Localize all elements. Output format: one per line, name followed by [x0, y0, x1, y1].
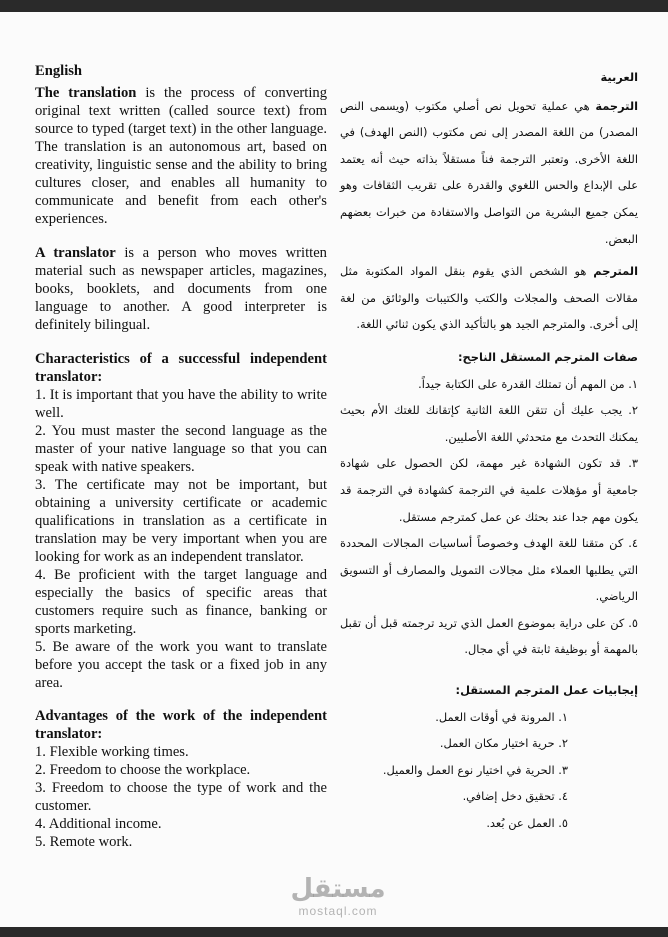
list-item: 2. You must master the second language as the master of your native language so that you can speak with native speakers.: [35, 423, 327, 475]
list-item: ٥. كن على دراية بموضوع العمل الذي تريد ترجمته قبل أن تقبل بالمهمة أو بوظيفة ثابتة في أي مجال.: [340, 615, 638, 657]
document-page: [0, 12, 668, 927]
list-item: ١. من المهم أن تمتلك القدرة على الكتابة جيداً.: [418, 376, 638, 391]
list-item: 3. Freedom to choose the type of work and the customer.: [35, 780, 327, 814]
term-translation-ar: الترجمة: [595, 98, 638, 113]
list-item: ٢. حرية اختيار مكان العمل.: [439, 736, 568, 751]
list-item: 4. Be proficient with the target language and especially the basics of specific areas that customers require such as finance, banking or sports marketing.: [35, 567, 327, 637]
list-item: ٤. كن متقنا للغة الهدف وخصوصاً أساسيات المجالات المحددة التي يطلبها العملاء مثل مجالات التمويل والمصارف أو التسويق الرياضي.: [340, 536, 638, 604]
characteristics-title-en: Characteristics of a successful independent translator:: [35, 351, 327, 385]
mostaql-watermark: [290, 874, 386, 930]
translation-definition-en: [35, 84, 327, 228]
term-translator-en: A translator: [35, 245, 116, 261]
list-item: ٥. العمل عن بُعد.: [486, 816, 568, 831]
list-item: ٣. قد تكون الشهادة غير مهمة، لكن الحصول على شهادة جامعية أو مؤهلات علمية في الترجمة كشهادة في الترجمة قد يكون مهم جدا عند بحثك عن عمل كمترجم مستقل.: [340, 456, 638, 524]
arabic-heading: العربية: [600, 70, 638, 84]
english-heading: English: [35, 63, 83, 79]
translator-definition-en: [35, 244, 327, 334]
english-column: [35, 62, 327, 851]
translator-definition-text-en: is a person who moves written material such as newspaper articles, magazines, books, booklets, and documents from one language to another. A good interpreter is definitely bilingual.: [35, 245, 327, 333]
list-item: 1. It is important that you have the ability to write well.: [35, 387, 327, 421]
advantages-title-ar: إيجابيات عمل المترجم المستقل:: [455, 683, 638, 698]
list-item: 5. Remote work.: [35, 834, 133, 850]
list-item: 1. Flexible working times.: [35, 744, 189, 760]
list-item: 2. Freedom to choose the workplace.: [35, 762, 251, 778]
list-item: 3. The certificate may not be important, but obtaining a university certificate or academic qualifications in translation as a certificate in translation may be very important when you are looking for work as an independent translator.: [35, 477, 327, 565]
term-translation-en: The translation: [35, 85, 137, 101]
list-item: ١. المرونة في أوقات العمل.: [435, 709, 568, 724]
translation-definition-ar: [340, 93, 638, 253]
translator-definition-text-ar: هو الشخص الذي يقوم بنقل المواد المكتوبة مثل مقالات الصحف والمجلات والكتب والكتيبات والوثائق من لغة إلى أخرى. والمترجم الجيد هو بالتأكيد الذي يكون ثنائي اللغة.: [340, 264, 638, 332]
characteristics-title-ar: صفات المترجم المستقل الناجح:: [457, 349, 638, 364]
watermark-site: mostaql.com: [298, 904, 378, 918]
list-item: 5. Be aware of the work you want to translate before you accept the task or a fixed job in any area.: [35, 639, 327, 691]
list-item: 4. Additional income.: [35, 816, 162, 832]
list-item: ٣. الحرية في اختيار نوع العمل والعميل.: [382, 762, 568, 777]
list-item: ٢. يجب عليك أن تتقن اللغة الثانية كإتقانك للغتك الأم بحيث يمكنك التحدث مع متحدثي اللغة الأصليين.: [340, 403, 638, 444]
arabic-column: [340, 64, 638, 837]
term-translator-ar: المترجم: [593, 264, 638, 279]
translator-definition-ar: [340, 258, 638, 338]
translation-definition-text-en: is the process of converting original text written (called source text) from source to typed (target text) in the other language. The translation is an autonomous art, based on creativity, linguistic sense and the ability to bring cultures closer, and enables all humanity to communicate and benefit from each other's experiences.: [35, 85, 327, 227]
watermark-logo: مستقل: [290, 874, 386, 904]
translation-definition-text-ar: هي عملية تحويل نص أصلي مكتوب (ويسمى النص المصدر) من اللغة المصدر إلى نص مكتوب (النص الهدف) في اللغة الأخرى. وتعتبر الترجمة فناً مستقلاً بذاته حيث أنه يعتمد على الإبداع والحس اللغوي والقدرة على تقريب الثقافات وهو يمكن جميع البشرية من التواصل والاستفادة من خبرات بعضهم البعض.: [340, 98, 638, 246]
advantages-title-en: Advantages of the work of the independent translator:: [35, 708, 327, 742]
advantages-list-ar: [340, 704, 638, 837]
list-item: ٤. تحقيق دخل إضافي.: [462, 789, 568, 804]
